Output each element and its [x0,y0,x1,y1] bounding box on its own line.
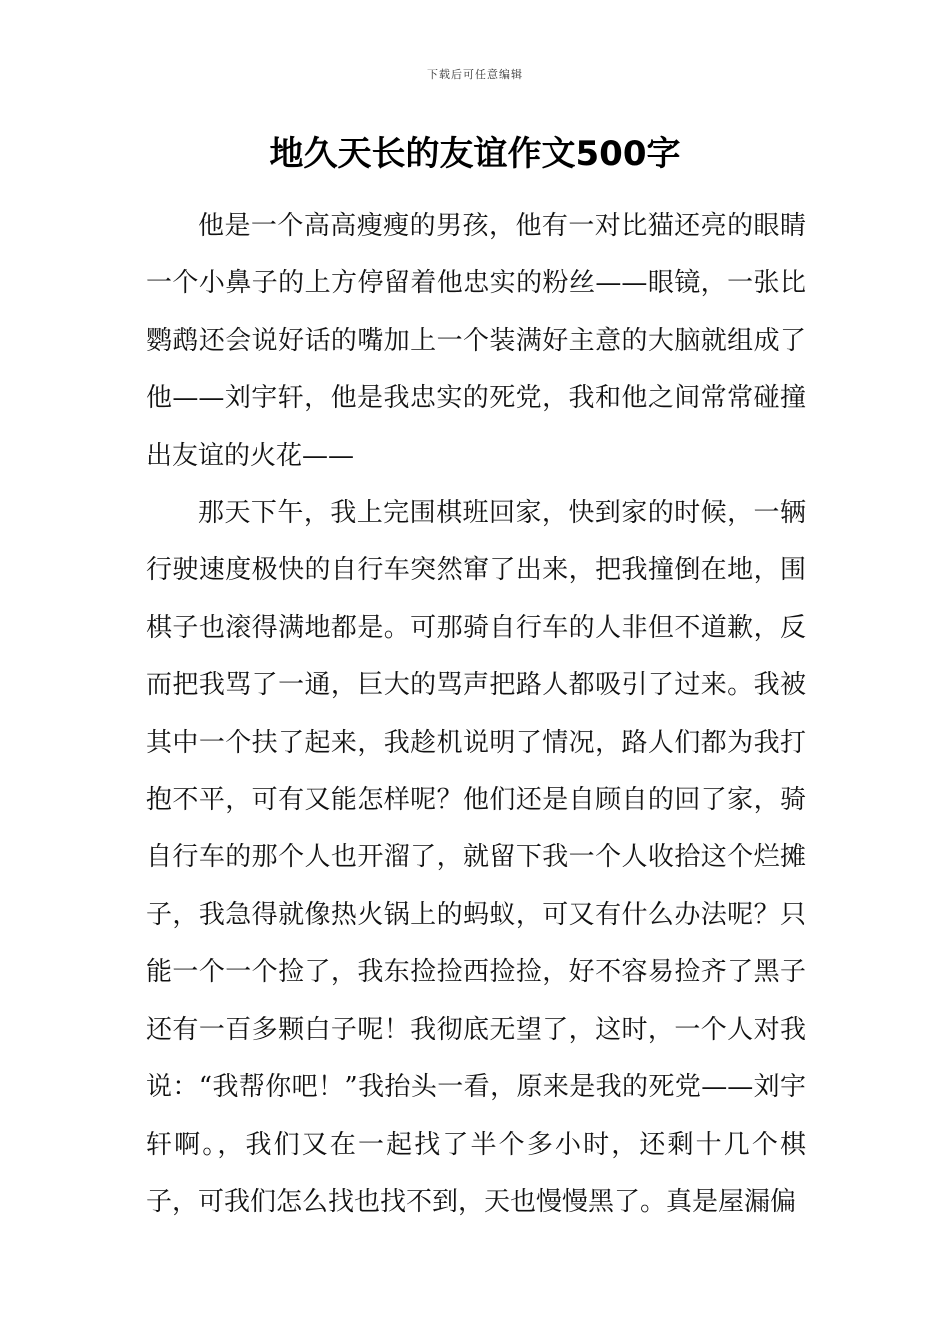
document-title: 地久天长的友谊作文500字 [269,134,681,174]
header-note: 下载后可任意编辑 [427,68,523,81]
document-body [146,198,806,1231]
paragraph-1: 他是一个高高瘦瘦的男孩，他有一对比猫还亮的眼睛一个小鼻子的上方停留着他忠实的粉丝——眼镜，一张比鹦鹉还会说好话的嘴加上一个装满好主意的大脑就组成了他——刘宇轩，他是我忠实的死党，我和他之间常常碰撞出友谊的火花—— [146,211,806,471]
paragraph-2: 那天下午，我上完围棋班回家，快到家的时候，一辆行驶速度极快的自行车突然窜了出来，把我撞倒在地，围棋子也滚得满地都是。可那骑自行车的人非但不道歉，反而把我骂了一通，巨大的骂声把路人都吸引了过来。我被其中一个扶了起来，我趁机说明了情况，路人们都为我打抱不平，可有又能怎样呢？他们还是自顾自的回了家，骑自行车的那个人也开溜了，就留下我一个人收拾这个烂摊子，我急得就像热火锅上的蚂蚁，可又有什么办法呢？只能一个一个捡了，我东捡捡西捡捡，好不容易捡齐了黑子还有一百多颗白子呢！我彻底无望了，这时，一个人对我说：“我帮你吧！”我抬头一看，原来是我的死党——刘宇轩啊。，我们又在一起找了半个多小时，还剩十几个棋子，可我们怎么找也找不到，天也慢慢黑了。真是屋漏偏 [146,498,806,1217]
